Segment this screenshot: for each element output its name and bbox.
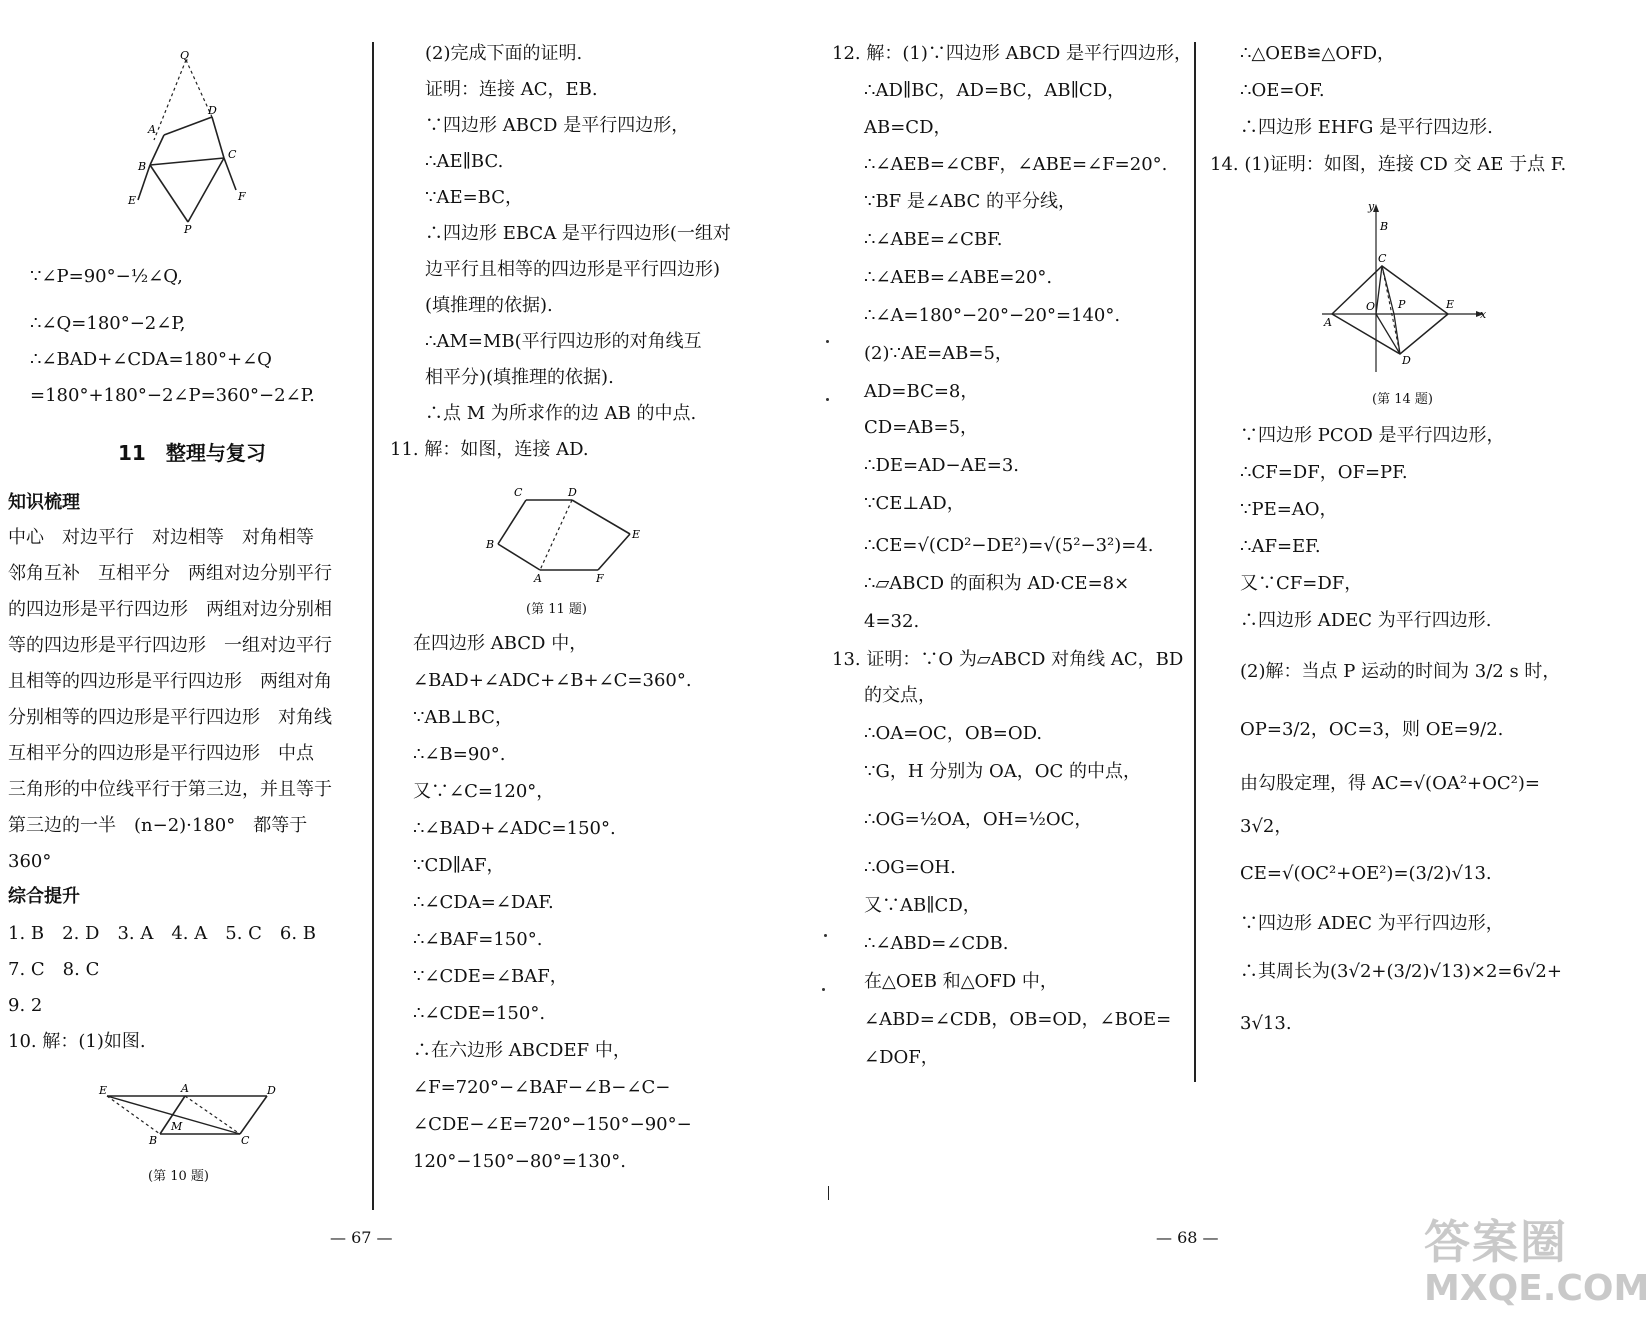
text-line: ∴∠A=180°−20°−20°=140°. [864, 305, 1121, 326]
text-line: ∴OG=OH. [864, 857, 956, 878]
text-line: ∴∠BAD+∠CDA=180°+∠Q [30, 349, 272, 370]
text-line: ∴∠ABE=∠CBF. [864, 229, 1003, 250]
page-number-left: — 67 — [330, 1228, 393, 1247]
text-line: ∴CF=DF，OF=PF. [1240, 462, 1408, 483]
text-line: ∴其周长为(3√2+(3/2)√13)×2=6√2+ [1240, 961, 1562, 982]
figure-quadrilateral-pq [120, 50, 260, 235]
fig-top-label: Q [180, 49, 190, 62]
text-line: 证明：连接 AC，EB. [425, 79, 598, 100]
text-line: ∵CD∥AF， [413, 855, 505, 876]
text-line: 互相平分的四边形是平行四边形 中点 [8, 743, 314, 764]
text-line: 又∵CF=DF， [1240, 573, 1363, 594]
text-line: 边平行且相等的四边形是平行四边形) [425, 259, 721, 280]
fig11-label: B [486, 538, 495, 551]
fig14-label: A [1324, 316, 1332, 329]
text-line: 120°−150°−80°=130°. [413, 1151, 626, 1172]
text-line: ∵CE⊥AD， [864, 493, 965, 514]
text-line: ∴∠CDA=∠DAF. [413, 892, 554, 913]
fig14-label: P [1398, 298, 1406, 311]
section-title: 11 整理与复习 [118, 441, 266, 465]
text-line: ∵BF 是∠ABC 的平分线， [864, 191, 1077, 212]
text-line: ∴四边形 ADEC 为平行四边形. [1240, 610, 1492, 631]
text-line: ∴∠CDE=150°. [413, 1003, 546, 1024]
text-line: CE=√(OC²+OE²)=(3/2)√13. [1240, 863, 1492, 884]
text-line: ∴DE=AD−AE=3. [864, 455, 1020, 476]
text-line: ∴∠Q=180°−2∠P, [30, 313, 186, 334]
text-line: (2)∵AE=AB=5， [864, 343, 1013, 364]
text-line: 又∵AB∥CD， [864, 895, 981, 916]
text-line: 的四边形是平行四边形 两组对边分别相 [8, 599, 332, 620]
text-line: 在四边形 ABCD 中， [413, 633, 588, 654]
subhead-comprehensive: 综合提升 [8, 886, 80, 907]
watermark-logo: 答案圈 [1424, 1215, 1568, 1269]
text-line: 4=32. [864, 611, 920, 632]
fig10-label: M [171, 1120, 183, 1133]
text-line: 等的四边形是平行四边形 一组对边平行 [8, 635, 332, 656]
text-line: 由勾股定理，得 AC=√(OA²+OC²)= [1240, 773, 1540, 794]
margin-dot [826, 340, 829, 343]
text-line: 3√2， [1240, 816, 1293, 837]
margin-dot [824, 934, 827, 937]
text-line: ∴在六边形 ABCDEF 中， [413, 1040, 631, 1061]
text-line: ∴AM=MB(平行四边形的对角线互 [425, 331, 702, 352]
text-line: ∵四边形 ADEC 为平行四边形， [1240, 913, 1504, 934]
text-line: ∵AB⊥BC， [413, 707, 513, 728]
text-line: ∴CE=√(CD²−DE²)=√(5²−3²)=4. [864, 535, 1154, 556]
text-line: ∠BAD+∠ADC+∠B+∠C=360°. [413, 670, 692, 691]
column-divider [372, 42, 374, 1210]
text-line: 的交点， [864, 685, 936, 706]
text-line: ∴△OEB≌△OFD， [1240, 43, 1396, 64]
fig14-label: O [1366, 300, 1376, 313]
text-line: 在△OEB 和△OFD 中， [864, 971, 1058, 992]
text-line: ∵∠CDE=∠BAF， [413, 966, 568, 987]
text-line: ∵∠P=90°−½∠Q, [30, 266, 183, 287]
text-line: ∴点 M 为所求作的边 AB 的中点. [425, 403, 697, 424]
fig14-label: E [1446, 298, 1455, 311]
text-line: 13. 证明：∵O 为▱ABCD 对角线 AC，BD [832, 649, 1184, 670]
fig11-label: D [568, 486, 577, 499]
text-line: ∠F=720°−∠BAF−∠B−∠C− [413, 1077, 671, 1098]
text-line: ∴∠B=90°. [413, 744, 506, 765]
text-line: 7. C 8. C [8, 959, 100, 980]
text-line: ∴∠AEB=∠ABE=20°. [864, 267, 1053, 288]
text-line: (2)完成下面的证明. [425, 43, 583, 64]
text-line: (填推理的依据). [425, 295, 553, 316]
text-line: ∴▱ABCD 的面积为 AD·CE=8× [864, 573, 1130, 594]
text-line: ∵四边形 ABCD 是平行四边形， [425, 115, 690, 136]
fig11-caption: (第 11 题) [526, 602, 587, 617]
text-line: OP=3/2，OC=3，则 OE=9/2. [1240, 719, 1504, 740]
text-line: ∴AE∥BC. [425, 151, 504, 172]
subhead-knowledge: 知识梳理 [8, 492, 80, 513]
fig-top-label: D [208, 104, 217, 117]
text-line: ∴OE=OF. [1240, 80, 1325, 101]
text-line: ∴AD∥BC，AD=BC，AB∥CD， [864, 80, 1126, 101]
fig14-caption: (第 14 题) [1372, 392, 1433, 407]
fig-top-label: P [184, 223, 192, 236]
figure-14-coordinate [1318, 200, 1490, 380]
fig11-label: A [534, 572, 542, 585]
page-number-right: — 68 — [1156, 1228, 1219, 1247]
fig-top-label: A [148, 123, 156, 136]
text-line: 10. 解：(1)如图. [8, 1031, 146, 1052]
figure-11 [480, 482, 650, 587]
text-line: AB=CD， [864, 117, 952, 138]
text-line: 相平分)(填推理的依据). [425, 367, 614, 388]
text-line: ∴∠ABD=∠CDB. [864, 933, 1009, 954]
fig14-label: x [1480, 308, 1487, 321]
text-line: 邻角互补 互相平分 两组对边分别平行 [8, 563, 332, 584]
text-line: 9. 2 [8, 995, 43, 1016]
text-line: ∴AF=EF. [1240, 536, 1321, 557]
text-line: 3√13. [1240, 1013, 1292, 1034]
text-line: ∠DOF， [864, 1047, 939, 1068]
fig10-label: D [267, 1084, 276, 1097]
text-line: ∠CDE−∠E=720°−150°−90°− [413, 1114, 692, 1135]
fig10-label: B [149, 1134, 158, 1147]
margin-dot [826, 398, 829, 401]
text-line: ∴∠AEB=∠CBF，∠ABE=∠F=20°. [864, 154, 1168, 175]
text-line: (2)解：当点 P 运动的时间为 3/2 s 时， [1240, 661, 1561, 682]
text-line: 又∵∠C=120°， [413, 781, 555, 802]
fig-top-label: C [228, 148, 237, 161]
column-divider [1194, 42, 1196, 1082]
text-line: 11. 解：如图，连接 AD. [390, 439, 589, 460]
text-line: ∴四边形 EHFG 是平行四边形. [1240, 117, 1493, 138]
text-line: ∵G，H 分别为 OA，OC 的中点， [864, 761, 1141, 782]
margin-dot [822, 988, 825, 991]
text-line: 且相等的四边形是平行四边形 两组对角 [8, 671, 332, 692]
fig14-label: C [1378, 252, 1387, 265]
text-line: 第三边的一半 (n−2)·180° 都等于 [8, 815, 308, 836]
text-line: =180°+180°−2∠P=360°−2∠P. [30, 385, 315, 406]
fig-top-label: F [238, 190, 246, 203]
fig10-caption: (第 10 题) [148, 1169, 209, 1184]
text-line: 三角形的中位线平行于第三边，并且等于 [8, 779, 332, 800]
fig-top-label: B [138, 160, 147, 173]
fig11-label: F [596, 572, 604, 585]
text-line: 14. (1)证明：如图，连接 CD 交 AE 于点 F. [1210, 154, 1567, 175]
text-line: 分别相等的四边形是平行四边形 对角线 [8, 707, 332, 728]
text-line: ∴四边形 EBCA 是平行四边形(一组对 [425, 223, 731, 244]
tick-mark [828, 1186, 829, 1200]
text-line: ∴∠BAD+∠ADC=150°. [413, 818, 616, 839]
text-line: ∠ABD=∠CDB，OB=OD，∠BOE= [864, 1009, 1172, 1030]
text-line: 中心 对边平行 对边相等 对角相等 [8, 527, 314, 548]
text-line: 12. 解：(1)∵四边形 ABCD 是平行四边形， [832, 43, 1193, 64]
fig11-label: C [514, 486, 523, 499]
text-line: ∵AE=BC， [425, 187, 524, 208]
fig14-label: B [1380, 220, 1389, 233]
text-line: 360° [8, 851, 52, 872]
watermark-url: MXQE.COM [1424, 1268, 1649, 1309]
figure-10 [95, 1082, 280, 1147]
fig10-label: E [99, 1084, 108, 1097]
fig-top-label: E [128, 194, 137, 207]
text-line: ∴OA=OC，OB=OD. [864, 723, 1043, 744]
text-line: ∵四边形 PCOD 是平行四边形， [1240, 425, 1505, 446]
text-line: ∴∠BAF=150°. [413, 929, 543, 950]
text-line: AD=BC=8， [864, 381, 979, 402]
fig10-label: C [241, 1134, 250, 1147]
fig14-label: D [1402, 354, 1411, 367]
fig11-label: E [632, 528, 641, 541]
text-line: CD=AB=5， [864, 417, 979, 438]
text-line: ∵PE=AO， [1240, 499, 1338, 520]
fig10-label: A [181, 1082, 189, 1095]
fig14-label: y [1368, 200, 1375, 213]
text-line: 1. B 2. D 3. A 4. A 5. C 6. B [8, 923, 317, 944]
text-line: ∴OG=½OA，OH=½OC， [864, 809, 1093, 830]
